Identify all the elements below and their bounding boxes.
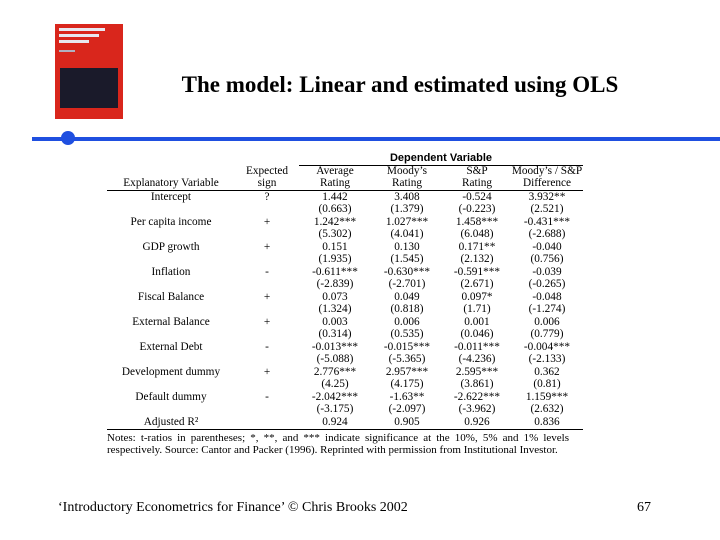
coefficient-cell: 1.027***	[385, 215, 429, 228]
adjusted-r2-cell: 0.905	[371, 416, 443, 429]
t-ratio-cell: (0.779)	[530, 328, 564, 340]
coefficient-cell: 1.159***	[525, 390, 569, 403]
coefficient-cell: 0.151	[322, 240, 348, 253]
t-ratio-cell: (1.324)	[318, 303, 352, 315]
book-title-line	[59, 34, 99, 37]
footer-copyright: ‘Introductory Econometrics for Finance’ © Chris Brooks 2002	[58, 500, 408, 515]
t-ratio-cell: (-0.223)	[458, 203, 496, 215]
column-header: Moody’s / S&P	[511, 165, 583, 178]
table-row	[107, 366, 583, 379]
regression-table	[107, 153, 583, 456]
expected-sign: +	[263, 215, 271, 228]
coefficient-cell: 1.442	[322, 190, 348, 203]
table-row	[107, 379, 583, 392]
coefficient-cell: 0.130	[394, 240, 420, 253]
coefficient-cell: -0.040	[532, 240, 562, 253]
table-row	[107, 354, 583, 367]
table-row	[107, 241, 583, 254]
t-ratio-cell: (2.671)	[460, 278, 494, 290]
t-ratio-cell: (4.041)	[390, 228, 424, 240]
variable-label: GDP growth	[142, 240, 200, 253]
divider-bullet-dot	[61, 131, 75, 145]
adjusted-r2-cell: 0.836	[511, 416, 583, 429]
table-row	[107, 391, 583, 404]
page-number: 67	[637, 500, 651, 515]
t-ratio-cell: (1.379)	[390, 203, 424, 215]
column-header: Moody’s	[386, 165, 428, 178]
t-ratio-cell: (-1.274)	[528, 303, 566, 315]
column-header: Difference	[511, 178, 583, 191]
adjusted-r2-cell: 0.926	[443, 416, 511, 429]
variable-label: Default dummy	[135, 390, 207, 403]
t-ratio-cell: (0.81)	[533, 378, 561, 390]
t-ratio-cell: (-3.175)	[316, 403, 354, 415]
coefficient-cell: 0.171**	[458, 240, 496, 253]
variable-label: External Balance	[132, 315, 210, 328]
t-ratio-cell: (-4.236)	[458, 353, 496, 365]
t-ratio-cell: (0.535)	[390, 328, 424, 340]
t-ratio-cell: (5.302)	[318, 228, 352, 240]
t-ratio-cell: (6.048)	[460, 228, 494, 240]
t-ratio-cell: (4.175)	[390, 378, 424, 390]
table-row	[107, 254, 583, 267]
t-ratio-cell: (-3.962)	[458, 403, 496, 415]
coefficient-cell: -2.622***	[453, 390, 501, 403]
t-ratio-cell: (4.25)	[321, 378, 349, 390]
book-title-line	[59, 28, 105, 31]
table-row	[107, 216, 583, 229]
table-row	[107, 404, 583, 417]
coefficient-cell: -0.048	[532, 290, 562, 303]
variable-label: Inflation	[151, 265, 191, 278]
coefficient-cell: 0.362	[534, 365, 560, 378]
variable-label: Development dummy	[121, 365, 221, 378]
table-row	[107, 416, 583, 429]
variable-label: Intercept	[150, 190, 192, 203]
column-header: Rating	[371, 178, 443, 191]
t-ratio-cell: (-2.133)	[528, 353, 566, 365]
coefficient-cell: -0.630***	[383, 265, 431, 278]
coefficient-cell: -0.039	[532, 265, 562, 278]
column-header: Average	[316, 165, 354, 178]
variable-label: Adjusted R²	[107, 416, 235, 429]
dependent-variable-header: Dependent Variable	[299, 153, 583, 166]
t-ratio-cell: (-2.688)	[528, 228, 566, 240]
book-cover-thumbnail	[55, 24, 123, 119]
coefficient-cell: 2.595***	[455, 365, 499, 378]
coefficient-cell: -0.004***	[523, 340, 571, 353]
expected-sign: ?	[264, 190, 270, 203]
table-row	[107, 266, 583, 279]
table-row	[107, 341, 583, 354]
t-ratio-cell: (0.046)	[460, 328, 494, 340]
coefficient-cell: 0.006	[534, 315, 560, 328]
coefficient-cell: 0.006	[394, 315, 420, 328]
t-ratio-cell: (2.521)	[530, 203, 564, 215]
table-row	[107, 204, 583, 217]
expected-sign: +	[263, 365, 271, 378]
column-header: Expected	[245, 165, 289, 177]
coefficient-cell: 2.957***	[385, 365, 429, 378]
t-ratio-cell: (-5.088)	[316, 353, 354, 365]
coefficient-cell: -0.431***	[523, 215, 571, 228]
coefficient-cell: 0.073	[322, 290, 348, 303]
coefficient-cell: 1.458***	[455, 215, 499, 228]
coefficient-cell: 0.049	[394, 290, 420, 303]
book-author-line	[59, 50, 75, 52]
t-ratio-cell: (-2.097)	[388, 403, 426, 415]
t-ratio-cell: (1.545)	[390, 253, 424, 265]
coefficient-cell: -0.013***	[311, 340, 359, 353]
table-row	[107, 191, 583, 204]
t-ratio-cell: (0.818)	[390, 303, 424, 315]
table-row	[107, 304, 583, 317]
column-header: Rating	[299, 178, 371, 191]
t-ratio-cell: (-2.839)	[316, 278, 354, 290]
slide-title: The model: Linear and estimated using OLS	[181, 72, 619, 97]
coefficient-cell: 0.097*	[461, 290, 493, 303]
coefficient-cell: -0.524	[462, 190, 492, 203]
coefficient-cell: 0.001	[464, 315, 490, 328]
t-ratio-cell: (0.663)	[318, 203, 352, 215]
column-header	[107, 166, 235, 179]
expected-sign: -	[265, 265, 269, 278]
variable-label: Fiscal Balance	[137, 290, 205, 303]
coefficient-cell: 2.776***	[313, 365, 357, 378]
table-row	[107, 329, 583, 342]
coefficient-cell: 3.408	[394, 190, 420, 203]
coefficient-cell: -0.011***	[454, 340, 500, 353]
t-ratio-cell: (1.935)	[318, 253, 352, 265]
t-ratio-cell: (0.314)	[318, 328, 352, 340]
coefficient-cell: -1.63**	[389, 390, 425, 403]
t-ratio-cell: (0.756)	[530, 253, 564, 265]
t-ratio-cell: (3.861)	[460, 378, 494, 390]
coefficient-cell: 3.932**	[528, 190, 566, 203]
coefficient-cell: -0.591***	[453, 265, 501, 278]
table-row	[107, 316, 583, 329]
table-row	[107, 291, 583, 304]
coefficient-cell: -2.042***	[311, 390, 359, 403]
book-title-line	[59, 40, 89, 43]
t-ratio-cell: (1.71)	[463, 303, 491, 315]
coefficient-cell: 0.003	[322, 315, 348, 328]
expected-sign: -	[265, 340, 269, 353]
t-ratio-cell: (-2.701)	[388, 278, 426, 290]
table-row	[107, 229, 583, 242]
column-header: Explanatory Variable	[107, 178, 235, 191]
title-divider-line	[32, 137, 720, 141]
coefficient-cell: -0.611***	[312, 265, 358, 278]
expected-sign: +	[263, 240, 271, 253]
coefficient-cell: -0.015***	[383, 340, 431, 353]
table-row	[107, 279, 583, 292]
t-ratio-cell: (-0.265)	[528, 278, 566, 290]
book-cover-image	[60, 68, 118, 108]
variable-label: External Debt	[139, 340, 203, 353]
t-ratio-cell: (2.132)	[460, 253, 494, 265]
column-header: sign	[235, 178, 299, 191]
column-header: S&P	[466, 165, 488, 178]
table-notes: Notes: t-ratios in parentheses; *, **, and *** indicate significance at the 10%, 5% and 1% levels respectively. Source: Cantor and Packer (1996). Reprinted with permission from Institutional Investor.	[107, 431, 569, 456]
expected-sign: +	[263, 290, 271, 303]
t-ratio-cell: (-5.365)	[388, 353, 426, 365]
adjusted-r2-cell: 0.924	[299, 416, 371, 429]
expected-sign: +	[263, 315, 271, 328]
column-header: Rating	[443, 178, 511, 191]
expected-sign: -	[265, 390, 269, 403]
t-ratio-cell: (2.632)	[530, 403, 564, 415]
variable-label: Per capita income	[130, 215, 212, 228]
coefficient-cell: 1.242***	[313, 215, 357, 228]
